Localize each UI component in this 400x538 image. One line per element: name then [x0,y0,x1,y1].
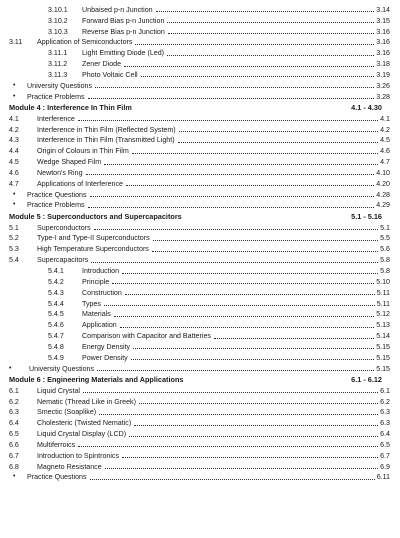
toc-entry [13,472,390,483]
bullet-marker: • [13,201,16,209]
page-number: 5.1 [380,223,390,232]
dot-leader [214,338,374,339]
dot-leader [104,305,375,306]
section-number: 5.3 [9,245,19,254]
page-number: 5.5 [380,234,390,243]
section-number: 6.1 [9,386,19,395]
toc-entry [9,254,390,265]
toc-entry [48,276,390,287]
toc-entry [48,309,390,320]
module-title: Module 6 : Engineering Materials and Applications [9,374,184,384]
page-number: 3.18 [376,60,390,69]
toc-entry [9,407,390,418]
section-number: 3.11.1 [48,49,68,58]
dot-leader [91,262,378,263]
module-page-range: 6.1 - 6.12 [351,374,382,384]
section-title: Wedge Shaped Film [37,158,102,167]
toc-entry [9,450,390,461]
section-title: Construction [82,288,122,297]
section-title: Interference [37,114,75,123]
dot-leader [133,348,374,349]
dot-leader [97,370,374,371]
section-title: Materials [82,310,111,319]
page-number: 5.6 [380,245,390,254]
toc-entry [9,396,390,407]
toc-entry [13,80,390,91]
toc-entry [9,135,390,146]
section-number: 4.4 [9,147,19,156]
section-title: Type-I and Type-II Superconductors [37,234,150,243]
section-title: Reverse Bias p-n Junction [82,27,165,36]
dot-leader [95,87,374,88]
section-title: University Questions [27,81,93,90]
section-title: Comparison with Capacitor and Batteries [82,332,211,341]
bullet-marker: • [13,473,16,481]
page-number: 3.19 [376,70,390,79]
dot-leader [105,468,378,469]
page-number: 5.15 [376,364,390,373]
dot-leader [88,98,375,99]
page-number: 4.10 [376,168,390,177]
section-title: Liquid Crystal [37,386,80,395]
dot-leader [153,240,378,241]
dot-leader [178,142,379,143]
module-title: Module 4 : Interference In Thin Film [9,102,132,112]
dot-leader [129,436,378,437]
dot-leader [90,479,375,480]
page-number: 5.15 [376,342,390,351]
section-title: Practice Questions [27,473,87,482]
page-number: 5.10 [376,277,390,286]
section-title: Types [82,299,101,308]
page-number: 4.7 [380,158,390,167]
section-number: 4.1 [9,114,19,123]
page-number: 5.14 [376,332,390,341]
section-number: 3.10.2 [48,16,68,25]
section-number: 5.4.1 [48,267,64,275]
section-title: Smectic (Soaplike) [37,408,97,417]
page-number: 6.9 [380,462,390,471]
section-number: 6.8 [9,462,19,471]
dot-leader [94,229,378,230]
toc-entry [9,439,390,450]
toc-entry [9,167,390,178]
toc-entry [9,113,390,124]
section-number: 4.2 [9,125,19,134]
page-number: 6.5 [380,440,390,449]
page-number: 5.8 [380,267,390,275]
page-number: 6.7 [380,451,390,460]
toc-entry [13,189,390,200]
section-number: 5.4.5 [48,310,64,319]
toc-entry [9,243,390,254]
toc-entry [9,233,390,244]
section-number: 5.1 [9,223,19,232]
module-heading [9,210,390,221]
dot-leader [78,446,378,447]
dot-leader [104,164,378,165]
dot-leader [168,33,374,34]
dot-leader [122,273,378,274]
section-number: 6.2 [9,397,19,406]
section-number: 4.3 [9,136,19,145]
dot-leader [83,392,378,393]
toc-entry [9,461,390,472]
page-number: 4.29 [376,201,390,210]
toc-entry [9,417,390,428]
section-number: 6.5 [9,430,19,439]
toc-entry [9,363,390,374]
section-title: Nematic (Thread Like in Greek) [37,397,136,406]
dot-leader [139,403,378,404]
page-number: 5.15 [376,353,390,362]
section-title: Newton's Ring [37,168,83,177]
dot-leader [131,359,374,360]
section-title: Multiferroics [37,440,76,449]
section-number: 6.6 [9,440,19,449]
toc-entry [48,47,390,58]
module-heading [9,102,390,113]
dot-leader [124,66,374,67]
toc-entry [48,330,390,341]
toc-entry [48,352,390,363]
section-number: 6.7 [9,451,19,460]
section-title: Principle [82,277,110,286]
section-number: 3.11 [9,38,23,47]
bullet-marker: • [9,364,12,372]
toc-entry [48,341,390,352]
bullet-marker: • [13,81,16,89]
toc-entry [48,287,390,298]
toc-entry [13,200,390,211]
page-number: 3.16 [376,49,390,58]
toc-entry [9,156,390,167]
section-number: 5.4.3 [48,288,64,297]
dot-leader [86,174,375,175]
bullet-marker: • [13,92,16,100]
dot-leader [99,414,378,415]
section-number: 4.5 [9,158,19,167]
page-number: 4.2 [380,125,390,134]
toc-entry [9,428,390,439]
dot-leader [135,44,374,45]
dot-leader [126,185,374,186]
section-number: 3.10.1 [48,5,68,14]
dot-leader [78,120,378,121]
page-number: 5.8 [380,256,390,265]
section-number: 6.4 [9,419,19,428]
section-title: Practice Problems [27,92,85,101]
page-number: 6.4 [380,430,390,439]
section-title: Cholesteric (Twisted Nematic) [37,419,132,428]
toc-entry [48,265,390,276]
dot-leader [152,251,378,252]
toc-entry [9,145,390,156]
section-number: 5.4.2 [48,277,64,286]
toc-entry [9,124,390,135]
dot-leader [179,131,378,132]
section-number: 3.11.2 [48,60,68,69]
dot-leader [120,327,374,328]
section-title: Application [82,321,117,330]
toc-entry [9,37,390,48]
section-number: 5.4.9 [48,353,64,362]
bullet-marker: • [13,190,16,198]
section-title: Liquid Crystal Display (LCD) [37,430,127,439]
page-number: 4.28 [376,190,390,199]
section-number: 4.6 [9,168,19,177]
section-title: Origin of Colours in Thin Film [37,147,129,156]
toc-entry [48,298,390,309]
dot-leader [112,283,374,284]
section-title: Zener Diode [82,60,122,69]
page-number: 3.28 [376,92,390,101]
page-number: 6.2 [380,397,390,406]
page-number: 4.5 [380,136,390,145]
module-page-range: 5.1 - 5.16 [351,211,382,221]
section-number: 4.7 [9,179,19,188]
section-title: Introduction to Spintronics [37,451,120,460]
dot-leader [125,294,375,295]
page-number: 3.14 [376,5,390,14]
section-title: Energy Density [82,342,131,351]
toc-entry [48,319,390,330]
section-title: Applications of Interference [37,179,123,188]
section-number: 3.11.3 [48,70,68,79]
section-number: 3.10.3 [48,27,68,36]
toc-entry [9,178,390,189]
dot-leader [167,22,374,23]
section-title: Forward Bias p-n Junction [82,16,165,25]
page-number: 6.11 [376,473,390,482]
section-title: Practice Problems [27,201,85,210]
section-title: University Questions [29,364,95,373]
toc-entry [48,26,390,37]
toc-entry [48,58,390,69]
section-number: 5.4 [9,256,19,265]
section-title: High Temperature Superconductors [37,245,149,254]
dot-leader [122,457,378,458]
section-number: 5.4.8 [48,342,64,351]
section-title: Application of Semiconductors [37,38,133,47]
page-number: 4.6 [380,147,390,156]
page-number: 3.16 [376,27,390,36]
page-number: 5.11 [376,299,390,308]
page-number: 6.3 [380,419,390,428]
section-title: Unbaised p-n Junction [82,5,153,14]
section-title: Magneto Resistance [37,462,102,471]
module-page-range: 4.1 - 4.30 [351,102,382,112]
toc-entry [9,222,390,233]
section-title: Introduction [82,267,120,275]
toc-entry [48,69,390,80]
section-number: 5.4.4 [48,299,64,308]
page-number: 6.3 [380,408,390,417]
toc-entry [9,385,390,396]
toc-entry [48,4,390,15]
dot-leader [167,55,374,56]
dot-leader [134,425,378,426]
page-number: 3.26 [376,81,390,90]
section-number: 5.4.6 [48,321,64,330]
page-number: 5.13 [376,321,390,330]
dot-leader [132,153,378,154]
module-title: Module 5 : Superconductors and Supercapacitors [9,211,182,221]
page-number: 4.1 [380,114,390,123]
page-number: 3.15 [376,16,390,25]
dot-leader [88,207,375,208]
section-title: Superconductors [37,223,91,232]
page-number: 6.1 [380,386,390,395]
page-number: 5.11 [376,288,390,297]
dot-leader [90,196,375,197]
toc-entry [13,91,390,102]
section-number: 5.2 [9,234,19,243]
dot-leader [114,316,374,317]
section-number: 6.3 [9,408,19,417]
dot-leader [141,76,375,77]
page-number: 4.20 [376,179,390,188]
dot-leader [156,11,375,12]
module-heading [9,374,390,385]
page-number: 3.16 [376,38,390,47]
section-title: Light Emitting Diode (Led) [82,49,165,58]
section-title: Supercapacitors [37,256,89,265]
section-title: Interference in Thin Film (Transmitted Light) [37,136,175,145]
section-title: Interference in Thin Film (Reflected System) [37,125,176,134]
page-number: 5.12 [376,310,390,319]
toc-entry [48,15,390,26]
section-number: 5.4.7 [48,332,64,341]
section-title: Photo Voltaic Cell [82,70,138,79]
section-title: Power Density [82,353,128,362]
section-title: Practice Questions [27,190,87,199]
